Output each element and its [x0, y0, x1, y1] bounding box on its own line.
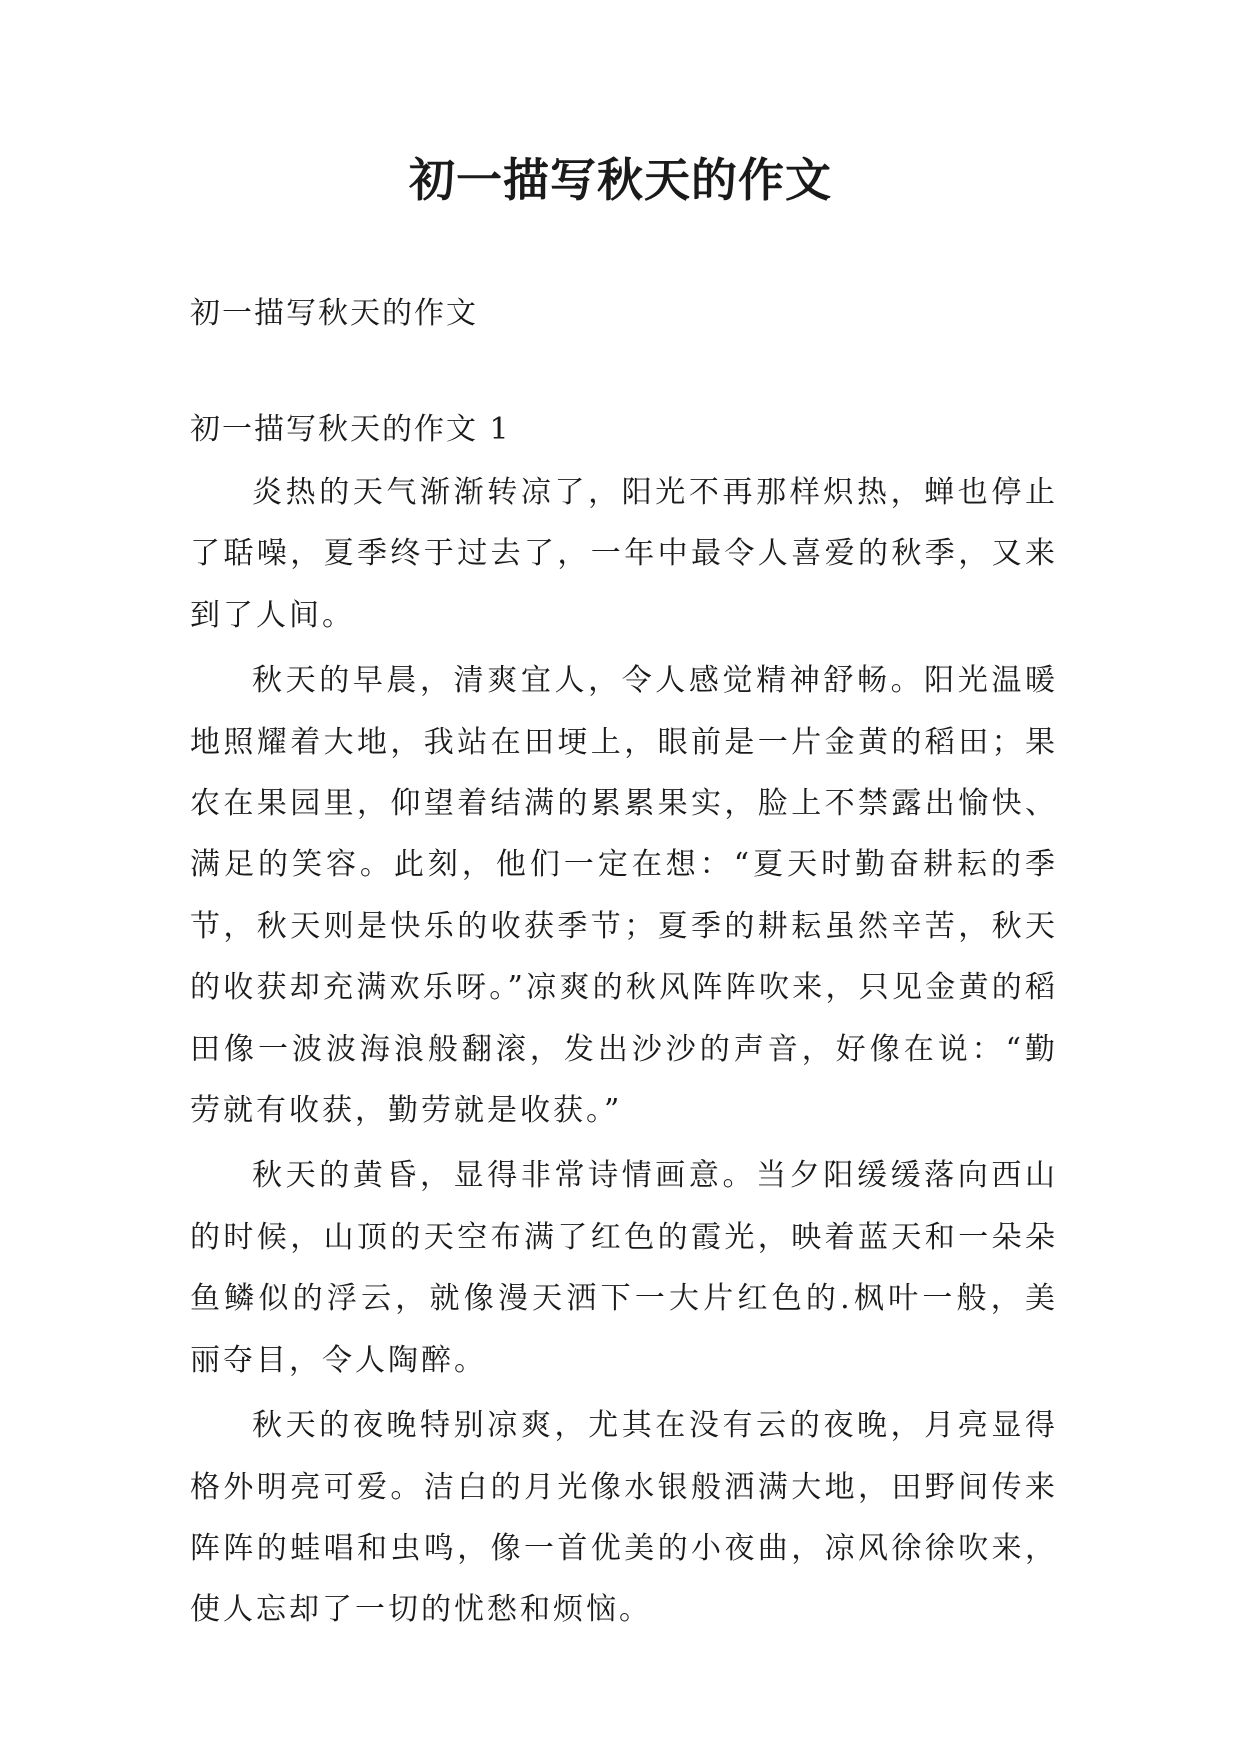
paragraph: 炎热的天气渐渐转凉了，阳光不再那样炽热，蝉也停止了聒噪，夏季终于过去了，一年中最令人喜爱的秋季，又来到了人间。 [190, 475, 1058, 633]
essay-body [190, 462, 1058, 1645]
document-title: 初一描写秋天的作文 [409, 153, 832, 207]
paragraph: 秋天的黄昏，显得非常诗情画意。当夕阳缓缓落向西山的时候，山顶的天空布满了红色的霞光，映着蓝天和一朵朵鱼鳞似的浮云，就像漫天洒下一大片红色的.枫叶一般，美丽夺目，令人陶醉。 [190, 1158, 1058, 1378]
section-heading: 初一描写秋天的作文 1 [190, 412, 511, 447]
paragraph: 秋天的夜晚特别凉爽，尤其在没有云的夜晚，月亮显得格外明亮可爱。洁白的月光像水银般洒满大地，田野间传来阵阵的蛙唱和虫鸣，像一首优美的小夜曲，凉风徐徐吹来，使人忘却了一切的忧愁和烦恼。 [190, 1408, 1058, 1628]
paragraph: 秋天的早晨，清爽宜人，令人感觉精神舒畅。阳光温暖地照耀着大地，我站在田埂上，眼前是一片金黄的稻田；果农在果园里，仰望着结满的累累果实，脸上不禁露出愉快、满足的笑容。此刻，他们一定在想：“夏天时勤奋耕耘的季节，秋天则是快乐的收获季节；夏季的耕耘虽然辛苦，秋天的收获却充满欢乐呀。”凉爽的秋风阵阵吹来，只见金黄的稻田像一波波海浪般翻滚，发出沙沙的声音，好像在说：“勤劳就有收获，勤劳就是收获。” [190, 663, 1058, 1129]
document-subtitle: 初一描写秋天的作文 [190, 296, 478, 331]
